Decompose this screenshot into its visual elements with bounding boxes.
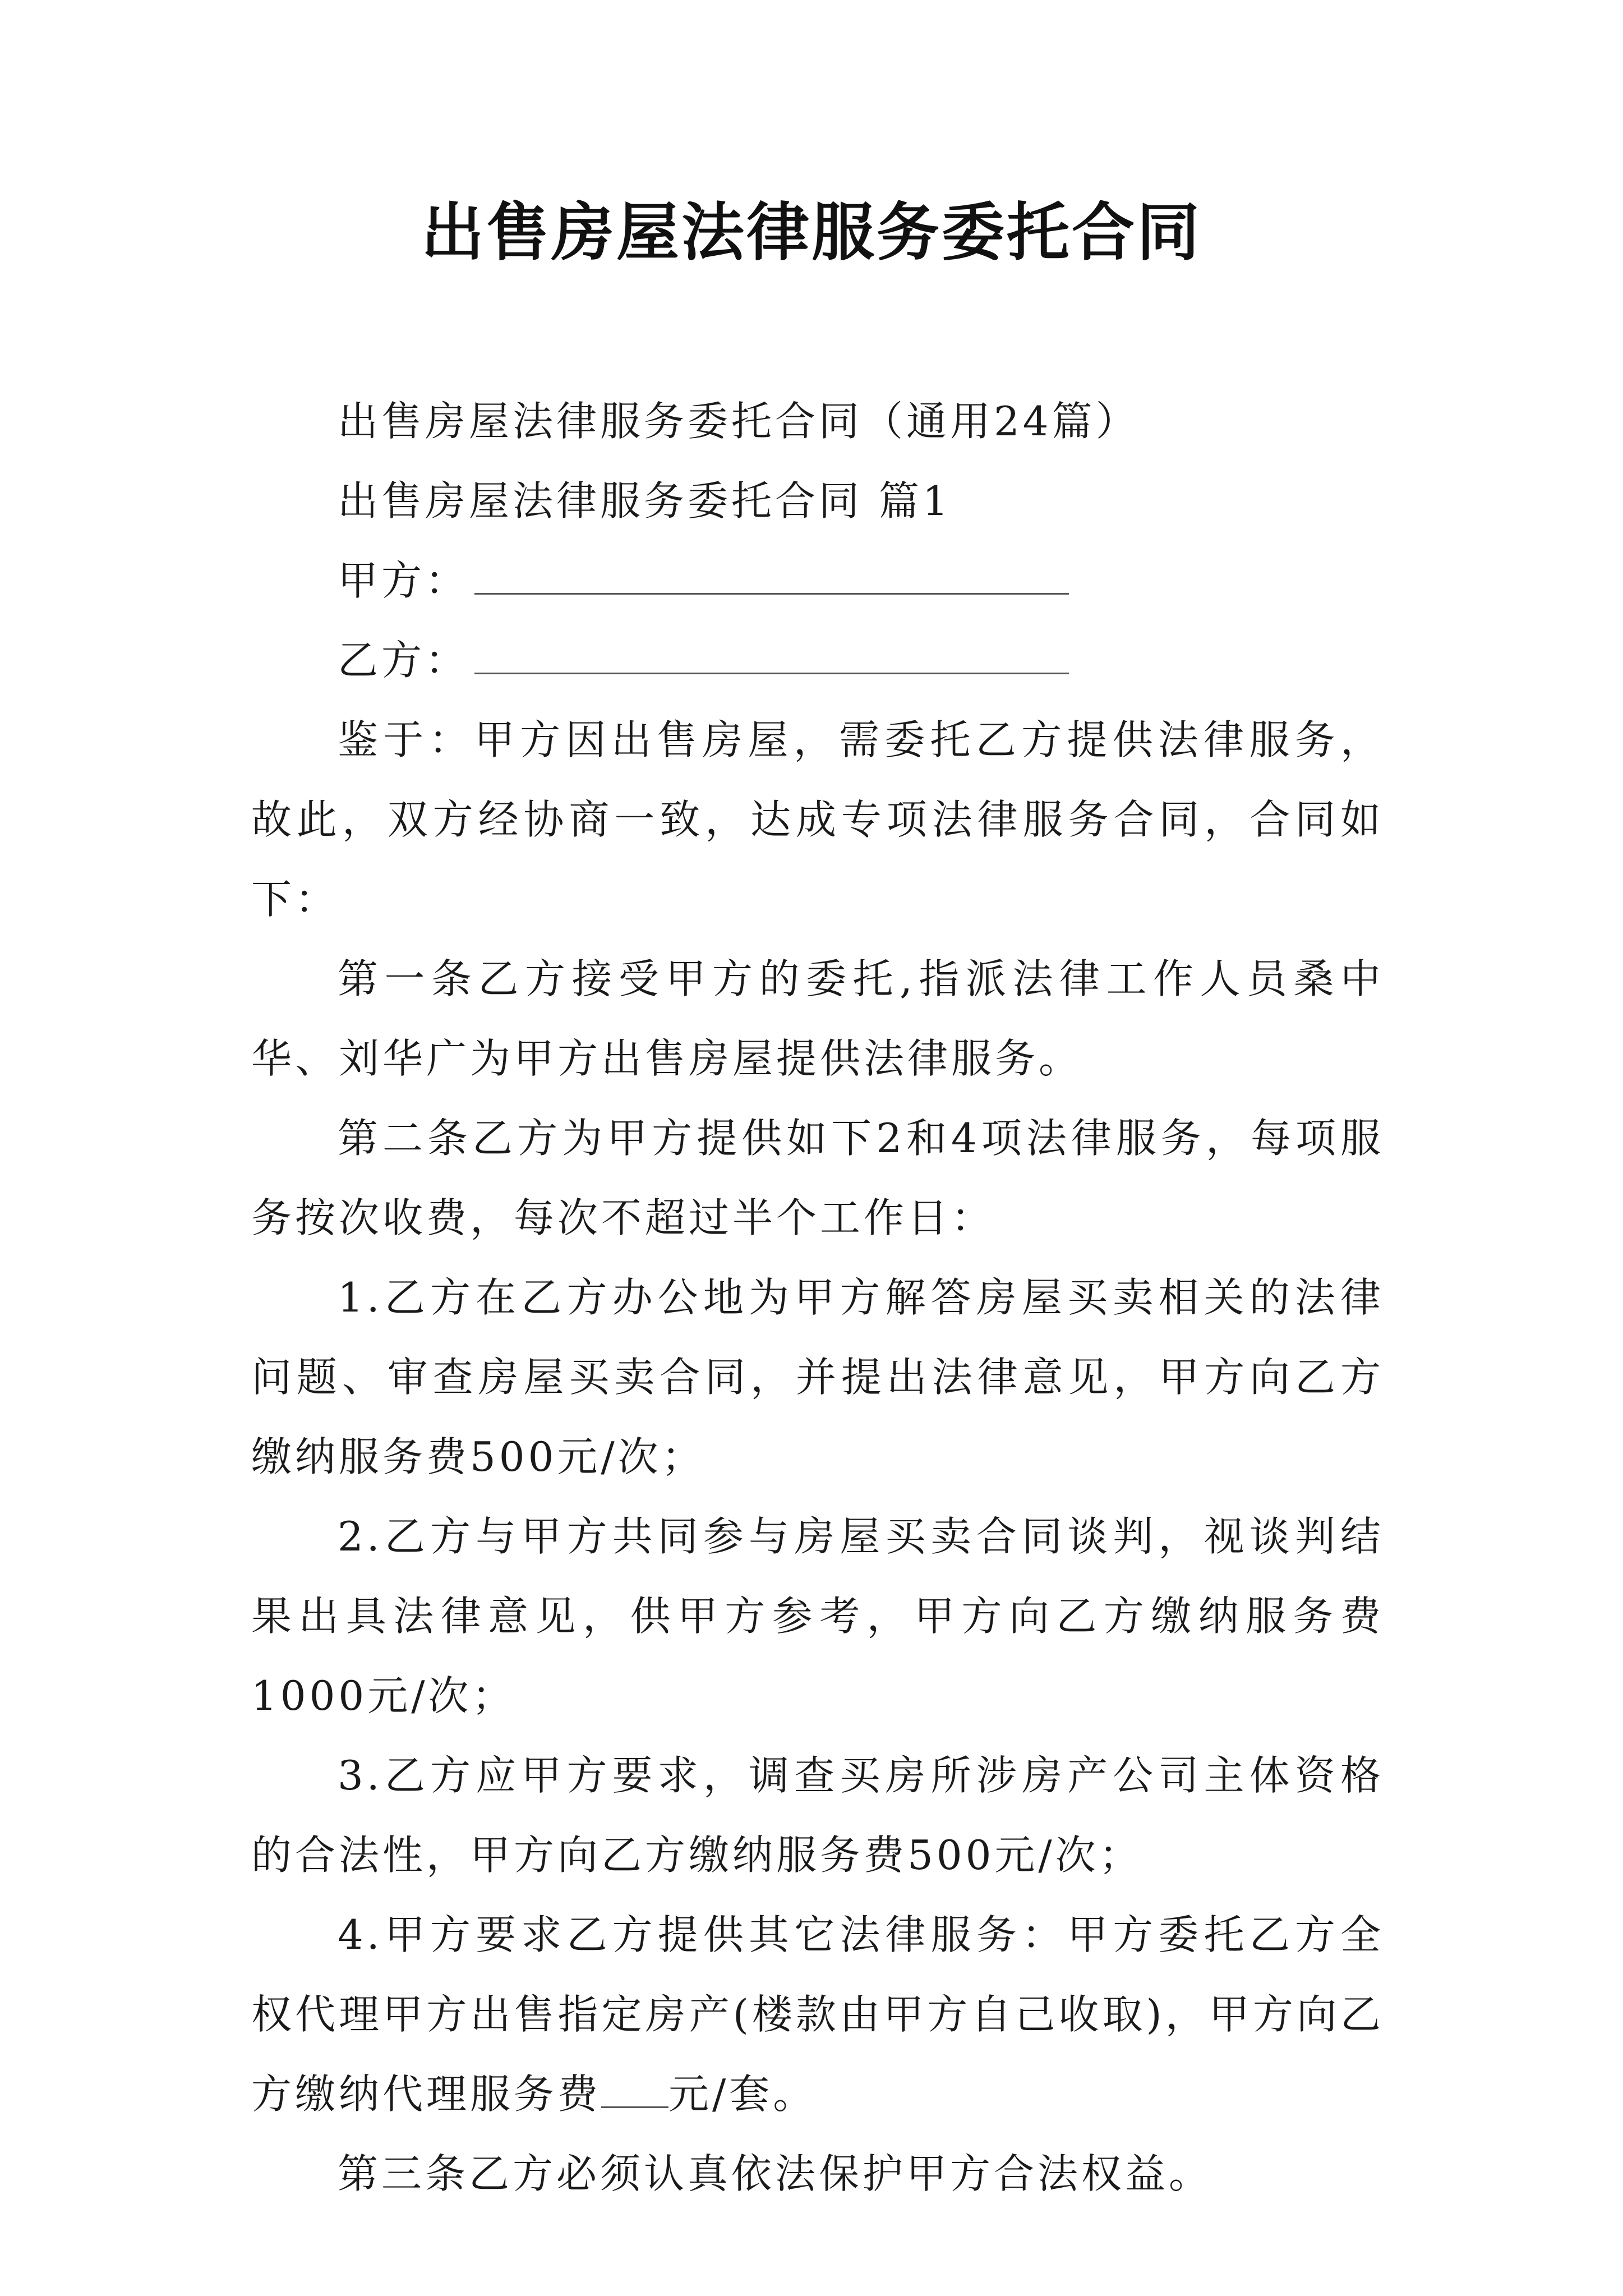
item-4-text: 4.甲方要求乙方提供其它法律服务：甲方委托乙方全权代理甲方出售指定房产(楼款由甲方自己收取)，甲方向乙方缴纳代理服务费: [251, 1911, 1384, 2118]
paragraph-article-3: 第三条乙方必须认真依法保护甲方合法权益。: [338, 2150, 1213, 2197]
paragraph-item-2: 2.乙方与甲方共同参与房屋买卖合同谈判，视谈判结果出具法律意见，供甲方参考，甲方向乙方缴纳服务费1000元/次；: [251, 1513, 1384, 1719]
party-a-line: [251, 541, 1384, 620]
document-body: [251, 381, 1384, 2214]
paragraph-article-2: 第二条乙方为甲方提供如下2和4项法律服务，每项服务按次收费，每次不超过半个工作日：: [251, 1115, 1384, 1241]
document-subtitle: 出售房屋法律服务委托合同（通用24篇）: [338, 398, 1140, 445]
party-b-label: 乙方：: [338, 637, 469, 684]
paragraph-item-3: 3.乙方应甲方要求，调查买房所涉房产公司主体资格的合法性，甲方向乙方缴纳服务费500元/次；: [251, 1752, 1384, 1879]
document-title: 出售房屋法律服务委托合同: [421, 196, 1202, 269]
item-4-unit: 元/套。: [668, 2070, 817, 2118]
party-a-blank: [474, 559, 1069, 595]
party-a-label: 甲方：: [338, 557, 469, 604]
paragraph-whereas: 鉴于：甲方因出售房屋，需委托乙方提供法律服务，故此，双方经协商一致，达成专项法律服务合同，合同如下：: [251, 716, 1384, 923]
paragraph-article-1: 第一条乙方接受甲方的委托,指派法律工作人员桑中华、刘华广为甲方出售房屋提供法律服务。: [251, 955, 1384, 1082]
paragraph-item-4: [251, 1895, 1384, 2134]
party-b-blank: [474, 639, 1069, 674]
party-b-line: [251, 620, 1384, 700]
fee-blank: [601, 2073, 668, 2108]
paragraph-item-1: 1.乙方在乙方办公地为甲方解答房屋买卖相关的法律问题、审查房屋买卖合同，并提出法律意见，甲方向乙方缴纳服务费500元/次；: [251, 1274, 1384, 1480]
section-heading: 出售房屋法律服务委托合同 篇1: [338, 477, 952, 524]
